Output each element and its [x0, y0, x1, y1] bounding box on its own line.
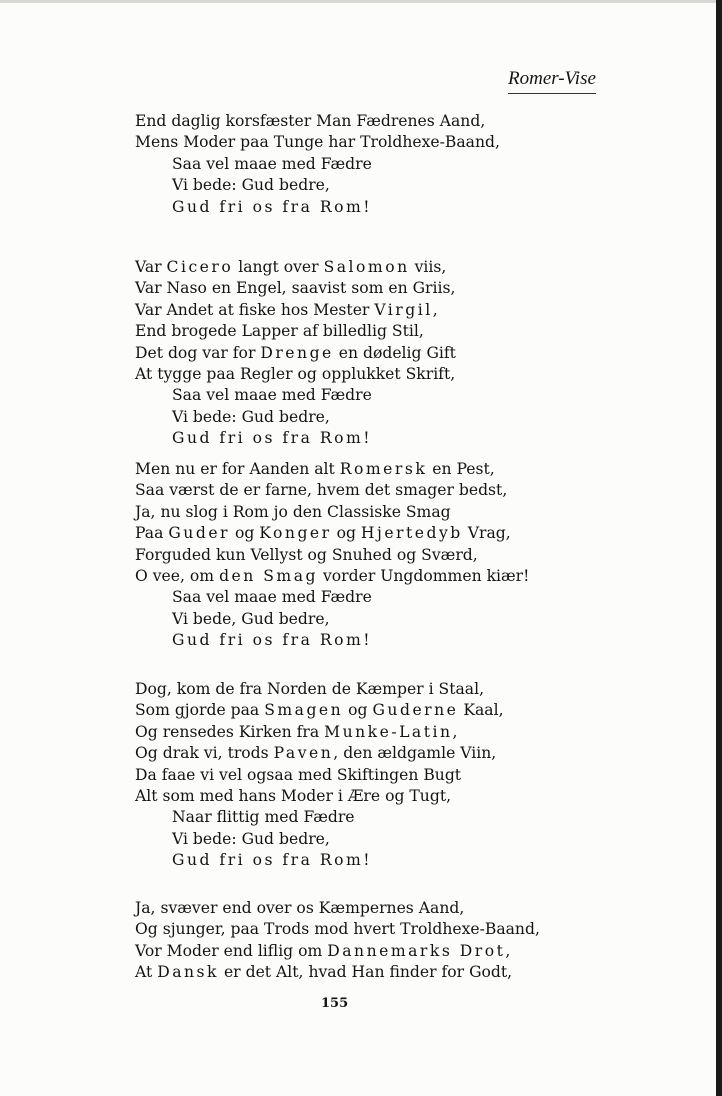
verse-text: Men nu er for Aanden alt — [135, 460, 340, 478]
spaced-emphasis-text: Dansk — [157, 963, 219, 982]
verse-text: Mens Moder paa Tunge har Troldhexe-Baand, — [135, 133, 500, 152]
verse-text: Og sjunger, paa Trods mod hvert Troldhexe-Baand, — [135, 920, 540, 939]
verse-line — [135, 700, 504, 721]
spaced-emphasis-text: den Smag — [219, 566, 318, 585]
stanza — [135, 257, 456, 450]
verse-text: Vi bede: Gud bedre, — [172, 829, 330, 848]
verse-line — [135, 459, 529, 480]
verse-text: Som gjorde paa — [135, 701, 265, 720]
verse-line — [135, 175, 500, 196]
verse-text: Var — [135, 258, 167, 276]
spaced-emphasis-text: Smagen — [264, 701, 344, 720]
spaced-emphasis-text: Gud fri os fra Rom! — [172, 851, 373, 870]
verse-text: , — [505, 941, 511, 960]
verse-line — [135, 743, 504, 764]
verse-text: Ja, nu slog i Rom jo den Classiske Smag — [135, 502, 451, 521]
spaced-emphasis-text: Virgil — [374, 300, 433, 319]
spaced-emphasis-text: Guderne — [372, 701, 459, 720]
verse-text: og — [230, 524, 260, 543]
spaced-emphasis-text: Gud fri os fra Rom! — [172, 429, 373, 448]
spaced-emphasis-text: Salomon — [323, 258, 410, 276]
verse-line — [135, 364, 456, 385]
scan-edge-right — [716, 0, 722, 1096]
verse-text: en Pest, — [427, 460, 495, 478]
stanza — [135, 459, 529, 652]
verse-text: vorder Ungdommen kiær! — [318, 566, 530, 585]
verse-text: og — [343, 701, 373, 720]
spaced-emphasis-text: Gud fri os fra Rom! — [172, 631, 373, 650]
verse-line — [135, 898, 540, 919]
stanza — [135, 898, 540, 984]
verse-text: , — [432, 300, 438, 319]
verse-line — [135, 962, 540, 983]
verse-line — [135, 765, 504, 786]
verse-text: , den ældgamle Viin, — [333, 744, 497, 763]
verse-line — [135, 321, 456, 342]
verse-line — [135, 343, 456, 364]
verse-line — [135, 132, 500, 153]
verse-text: , — [452, 722, 458, 741]
spaced-emphasis-text: Konger — [259, 524, 332, 543]
verse-text: en dødelig Gift — [333, 343, 456, 362]
verse-line — [135, 197, 500, 218]
verse-line — [135, 428, 456, 449]
verse-line — [135, 154, 500, 175]
verse-line — [135, 722, 504, 743]
verse-text: langt over — [233, 258, 324, 276]
verse-line — [135, 941, 540, 962]
verse-line — [135, 523, 529, 544]
stanza — [135, 679, 504, 872]
verse-line — [135, 385, 456, 406]
verse-text: er det Alt, hvad Han finder for Godt, — [219, 963, 513, 982]
verse-text: Vrag, — [462, 524, 511, 543]
verse-text: viis, — [409, 258, 447, 276]
verse-text: Og drak vi, trods — [135, 744, 274, 763]
verse-text: Det dog var for — [135, 343, 261, 362]
verse-text: Dog, kom de fra Norden de Kæmper i Staal, — [135, 680, 485, 698]
verse-line — [135, 300, 456, 321]
verse-line — [135, 786, 504, 807]
verse-text: Kaal, — [458, 701, 504, 720]
spaced-emphasis-text: Guder — [168, 524, 230, 543]
verse-line — [135, 609, 529, 630]
verse-text: End brogede Lapper af billedlig Stil, — [135, 322, 424, 341]
verse-text: Ja, svæver end over os Kæmpernes Aand, — [135, 899, 465, 917]
verse-line — [135, 679, 504, 700]
verse-line — [135, 807, 504, 828]
page-number: 155 — [321, 996, 349, 1011]
verse-text: Var Andet at fiske hos Mester — [135, 300, 375, 319]
verse-text: Var Naso en Engel, saavist som en Griis, — [135, 279, 456, 298]
verse-text: og — [331, 524, 361, 543]
verse-line — [135, 480, 529, 501]
verse-text: Saa vel maae med Fædre — [172, 386, 372, 405]
verse-text: At — [135, 963, 158, 982]
verse-line — [135, 111, 500, 132]
verse-text: Naar flittig med Fædre — [172, 808, 355, 827]
verse-line — [135, 257, 456, 278]
verse-text: Paa — [135, 524, 169, 543]
verse-text: Forguded kun Vellyst og Snuhed og Sværd, — [135, 545, 478, 564]
verse-line — [135, 850, 504, 871]
spaced-emphasis-text: Hjertedyb — [360, 524, 463, 543]
verse-line — [135, 278, 456, 299]
verse-line — [135, 829, 504, 850]
spaced-emphasis-text: Gud fri os fra Rom! — [172, 197, 373, 216]
verse-text: O vee, om — [135, 566, 220, 585]
verse-text: Saa vel maae med Fædre — [172, 154, 372, 173]
scan-edge-top — [0, 0, 722, 3]
verse-line — [135, 919, 540, 940]
verse-text: Vi bede, Gud bedre, — [172, 609, 330, 628]
verse-line — [135, 630, 529, 651]
verse-line — [135, 502, 529, 523]
verse-line — [135, 407, 456, 428]
verse-text: End daglig korsfæster Man Fædrenes Aand, — [135, 112, 486, 130]
verse-line — [135, 545, 529, 566]
verse-text: Vi bede: Gud bedre, — [172, 407, 330, 426]
spaced-emphasis-text: Drenge — [260, 343, 334, 362]
verse-line — [135, 566, 529, 587]
running-head: Romer-Vise — [508, 68, 596, 94]
verse-text: Og rensedes Kirken fra — [135, 722, 325, 741]
verse-text: Da faae vi vel ogsaa med Skiftingen Bugt — [135, 765, 462, 784]
spaced-emphasis-text: Cicero — [166, 258, 234, 276]
verse-text: At tygge paa Regler og opplukket Skrift, — [135, 364, 456, 383]
stanza — [135, 111, 500, 218]
verse-text: Saa vel maae med Fædre — [172, 588, 372, 607]
spaced-emphasis-text: Dannemarks Drot — [327, 941, 506, 960]
verse-line — [135, 587, 529, 608]
verse-text: Vi bede: Gud bedre, — [172, 176, 330, 195]
verse-text: Saa værst de er farne, hvem det smager bedst, — [135, 481, 508, 500]
verse-text: Alt som med hans Moder i Ære og Tugt, — [135, 786, 452, 805]
verse-text: Vor Moder end liflig om — [135, 941, 328, 960]
spaced-emphasis-text: Paven — [273, 744, 334, 763]
spaced-emphasis-text: Munke-Latin — [324, 722, 453, 741]
spaced-emphasis-text: Romersk — [339, 460, 428, 478]
